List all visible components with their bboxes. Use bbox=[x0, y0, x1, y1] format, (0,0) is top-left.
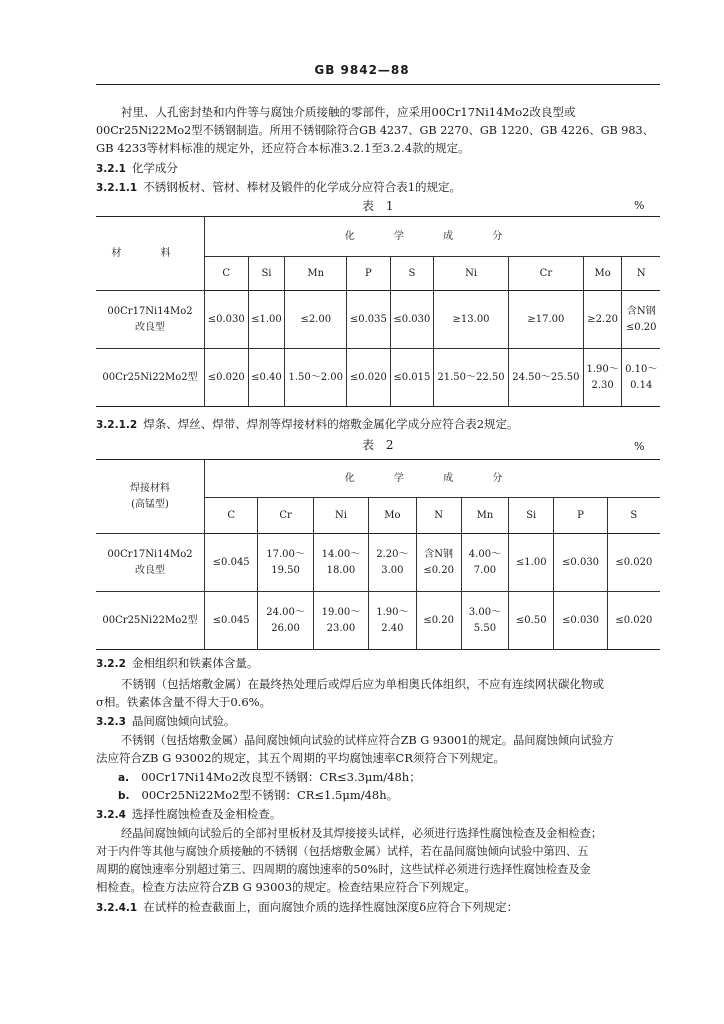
value-cell: 24.50～25.50 bbox=[508, 349, 583, 407]
table-2 bbox=[96, 459, 660, 650]
table-row bbox=[96, 291, 660, 349]
value-cell: ≤1.00 bbox=[509, 534, 554, 592]
material-cell: 00Cr25Ni22Mo2型 bbox=[96, 592, 205, 650]
table-2-caption: 表 2 bbox=[362, 438, 398, 452]
column-header: Si bbox=[509, 498, 554, 534]
column-header: Cr bbox=[258, 498, 313, 534]
column-header: N bbox=[622, 257, 660, 291]
value-cell: ≤0.045 bbox=[205, 592, 258, 650]
value-cell: 0.10～ 0.14 bbox=[622, 349, 660, 407]
column-header: Ni bbox=[313, 498, 368, 534]
value-cell: ≤0.020 bbox=[607, 592, 660, 650]
value-cell: 19.00～ 23.00 bbox=[313, 592, 368, 650]
paragraph-line: 周期的腐蚀速率分别超过第三、四周期的腐蚀速率的50%时，这些试样必须进行选择性腐蚀检查及金 bbox=[96, 863, 591, 876]
column-header: Mo bbox=[583, 257, 622, 291]
value-cell: ≤0.50 bbox=[509, 592, 554, 650]
table-2-unit: % bbox=[634, 440, 645, 453]
section-number: 3.2.3 bbox=[96, 716, 126, 728]
material-cell: 00Cr17Ni14Mo2 改良型 bbox=[96, 291, 205, 349]
table-1-unit: % bbox=[634, 199, 645, 212]
column-header: P bbox=[347, 257, 391, 291]
material-cell: 00Cr25Ni22Mo2型 bbox=[96, 349, 205, 407]
section-3-2-2 bbox=[96, 655, 258, 673]
paragraph-line: 法应符合ZB G 93002的规定，其五个周期的平均腐蚀速率CR须符合下列规定。 bbox=[96, 751, 505, 765]
paragraph-line: 不锈钢（包括熔敷金属）在最终热处理后或焊后应为单相奥氏体组织，不应有连续网状碳化物或 bbox=[121, 677, 604, 691]
section-number: 3.2.4.1 bbox=[96, 902, 138, 914]
material-cell: 00Cr17Ni14Mo2 改良型 bbox=[96, 534, 205, 592]
value-cell: ≤0.020 bbox=[347, 349, 391, 407]
value-cell: 1.50～2.00 bbox=[285, 349, 347, 407]
column-header: C bbox=[205, 257, 249, 291]
column-header: P bbox=[554, 498, 607, 534]
section-3-2-1 bbox=[96, 160, 178, 178]
value-cell: 1.90～ 2.40 bbox=[369, 592, 416, 650]
value-cell: 1.90～ 2.30 bbox=[583, 349, 622, 407]
section-number: 3.2.1 bbox=[96, 163, 126, 175]
table-1 bbox=[96, 216, 660, 407]
section-text: 焊条、焊丝、焊带、焊剂等焊接材料的熔敷金属化学成分应符合表2规定。 bbox=[143, 417, 519, 431]
paragraph-line: 衬里、人孔密封垫和内件等与腐蚀介质接触的零部件，应采用00Cr17Ni14Mo2改良型或 bbox=[121, 105, 576, 119]
value-cell: ≤1.00 bbox=[248, 291, 285, 349]
value-cell: ≤0.035 bbox=[347, 291, 391, 349]
section-number: 3.2.1.2 bbox=[96, 419, 138, 431]
section-title: 金相组织和铁素体含量。 bbox=[131, 656, 259, 670]
column-header: Si bbox=[248, 257, 285, 291]
table-row bbox=[96, 592, 660, 650]
column-header: S bbox=[390, 257, 434, 291]
composition-header: 化 学 成 分 bbox=[205, 460, 661, 498]
paragraph-line: 对于内件等其他与腐蚀介质接触的不锈钢（包括熔敷金属）试样，若在晶间腐蚀倾向试验中第四、五 bbox=[96, 845, 589, 858]
value-cell: 含N钢 ≤0.20 bbox=[622, 291, 660, 349]
section-text: 不锈钢板材、管材、棒材及锻件的化学成分应符合表1的规定。 bbox=[143, 180, 462, 194]
paragraph-line: GB 4233等材料标准的规定外，还应符合本标准3.2.1至3.2.4款的规定。 bbox=[96, 141, 470, 155]
value-cell: 24.00～ 26.00 bbox=[258, 592, 313, 650]
value-cell: ≥13.00 bbox=[434, 291, 509, 349]
list-item-b: b. 00Cr25Ni22Mo2型不锈钢：CR≤1.5μm/48h。 bbox=[118, 788, 399, 802]
value-cell: 21.50～22.50 bbox=[434, 349, 509, 407]
value-cell: ≤0.40 bbox=[248, 349, 285, 407]
table-row bbox=[96, 534, 660, 592]
value-cell: ≤0.015 bbox=[390, 349, 434, 407]
value-cell: ≤0.20 bbox=[416, 592, 461, 650]
value-cell: 4.00～ 7.00 bbox=[461, 534, 508, 592]
column-header: S bbox=[607, 498, 660, 534]
value-cell: ≤0.030 bbox=[390, 291, 434, 349]
header-rule bbox=[96, 84, 660, 85]
column-header: Mn bbox=[461, 498, 508, 534]
value-cell: ≤0.030 bbox=[205, 291, 249, 349]
column-header: Ni bbox=[434, 257, 509, 291]
section-number: 3.2.4 bbox=[96, 809, 126, 821]
value-cell: 14.00～ 18.00 bbox=[313, 534, 368, 592]
column-header: Mn bbox=[285, 257, 347, 291]
value-cell: ≤0.020 bbox=[205, 349, 249, 407]
section-3-2-1-1 bbox=[96, 179, 461, 197]
table-row bbox=[96, 349, 660, 407]
page-header: GB 9842—88 bbox=[314, 63, 410, 77]
column-header: N bbox=[416, 498, 461, 534]
section-3-2-3 bbox=[96, 713, 235, 731]
section-3-2-1-2 bbox=[96, 416, 519, 434]
value-cell: 3.00～ 5.50 bbox=[461, 592, 508, 650]
section-title: 晶间腐蚀倾向试验。 bbox=[131, 714, 236, 728]
paragraph-line: 相检查。检查方法应符合ZB G 93003的规定。检查结果应符合下列规定。 bbox=[96, 880, 477, 894]
column-header: C bbox=[205, 498, 258, 534]
value-cell: ≤0.020 bbox=[607, 534, 660, 592]
section-title: 化学成分 bbox=[131, 161, 178, 175]
value-cell: ≤0.045 bbox=[205, 534, 258, 592]
section-number: 3.2.2 bbox=[96, 658, 126, 670]
column-header: Cr bbox=[508, 257, 583, 291]
material-header: 材 料 bbox=[96, 217, 205, 291]
value-cell: 含N钢 ≤0.20 bbox=[416, 534, 461, 592]
value-cell: ≥17.00 bbox=[508, 291, 583, 349]
list-item-a: a. 00Cr17Ni14Mo2改良型不锈钢：CR≤3.3μm/48h； bbox=[118, 770, 421, 784]
value-cell: ≤0.030 bbox=[554, 592, 607, 650]
section-3-2-4-1 bbox=[96, 899, 518, 917]
paragraph-line: 00Cr25Ni22Mo2型不锈钢制造。所用不锈钢除符合GB 4237、GB 2270、GB 1220、GB 4226、GB 983、 bbox=[96, 124, 654, 137]
section-title: 选择性腐蚀检查及金相检查。 bbox=[131, 807, 282, 821]
paragraph-line: σ相。铁素体含量不得大于0.6%。 bbox=[96, 695, 272, 709]
section-number: 3.2.1.1 bbox=[96, 182, 138, 194]
paragraph-line: 经晶间腐蚀倾向试验后的全部衬里板材及其焊接接头试样，必须进行选择性腐蚀检查及金相检查； bbox=[121, 827, 603, 840]
value-cell: ≤0.030 bbox=[554, 534, 607, 592]
value-cell: 2.20～ 3.00 bbox=[369, 534, 416, 592]
value-cell: ≤2.00 bbox=[285, 291, 347, 349]
material-header: 焊接材料 (高锰型) bbox=[96, 460, 205, 534]
value-cell: ≥2.20 bbox=[583, 291, 622, 349]
value-cell: 17.00～ 19.50 bbox=[258, 534, 313, 592]
composition-header: 化 学 成 分 bbox=[205, 217, 661, 257]
section-3-2-4 bbox=[96, 806, 281, 824]
section-text: 在试样的检查截面上，面向腐蚀介质的选择性腐蚀深度δ应符合下列规定： bbox=[143, 900, 519, 914]
column-header: Mo bbox=[369, 498, 416, 534]
table-1-caption: 表 1 bbox=[362, 199, 398, 213]
paragraph-line: 不锈钢（包括熔敷金属）晶间腐蚀倾向试验的试样应符合ZB G 93001的规定。晶间腐蚀倾向试验方 bbox=[121, 734, 614, 747]
